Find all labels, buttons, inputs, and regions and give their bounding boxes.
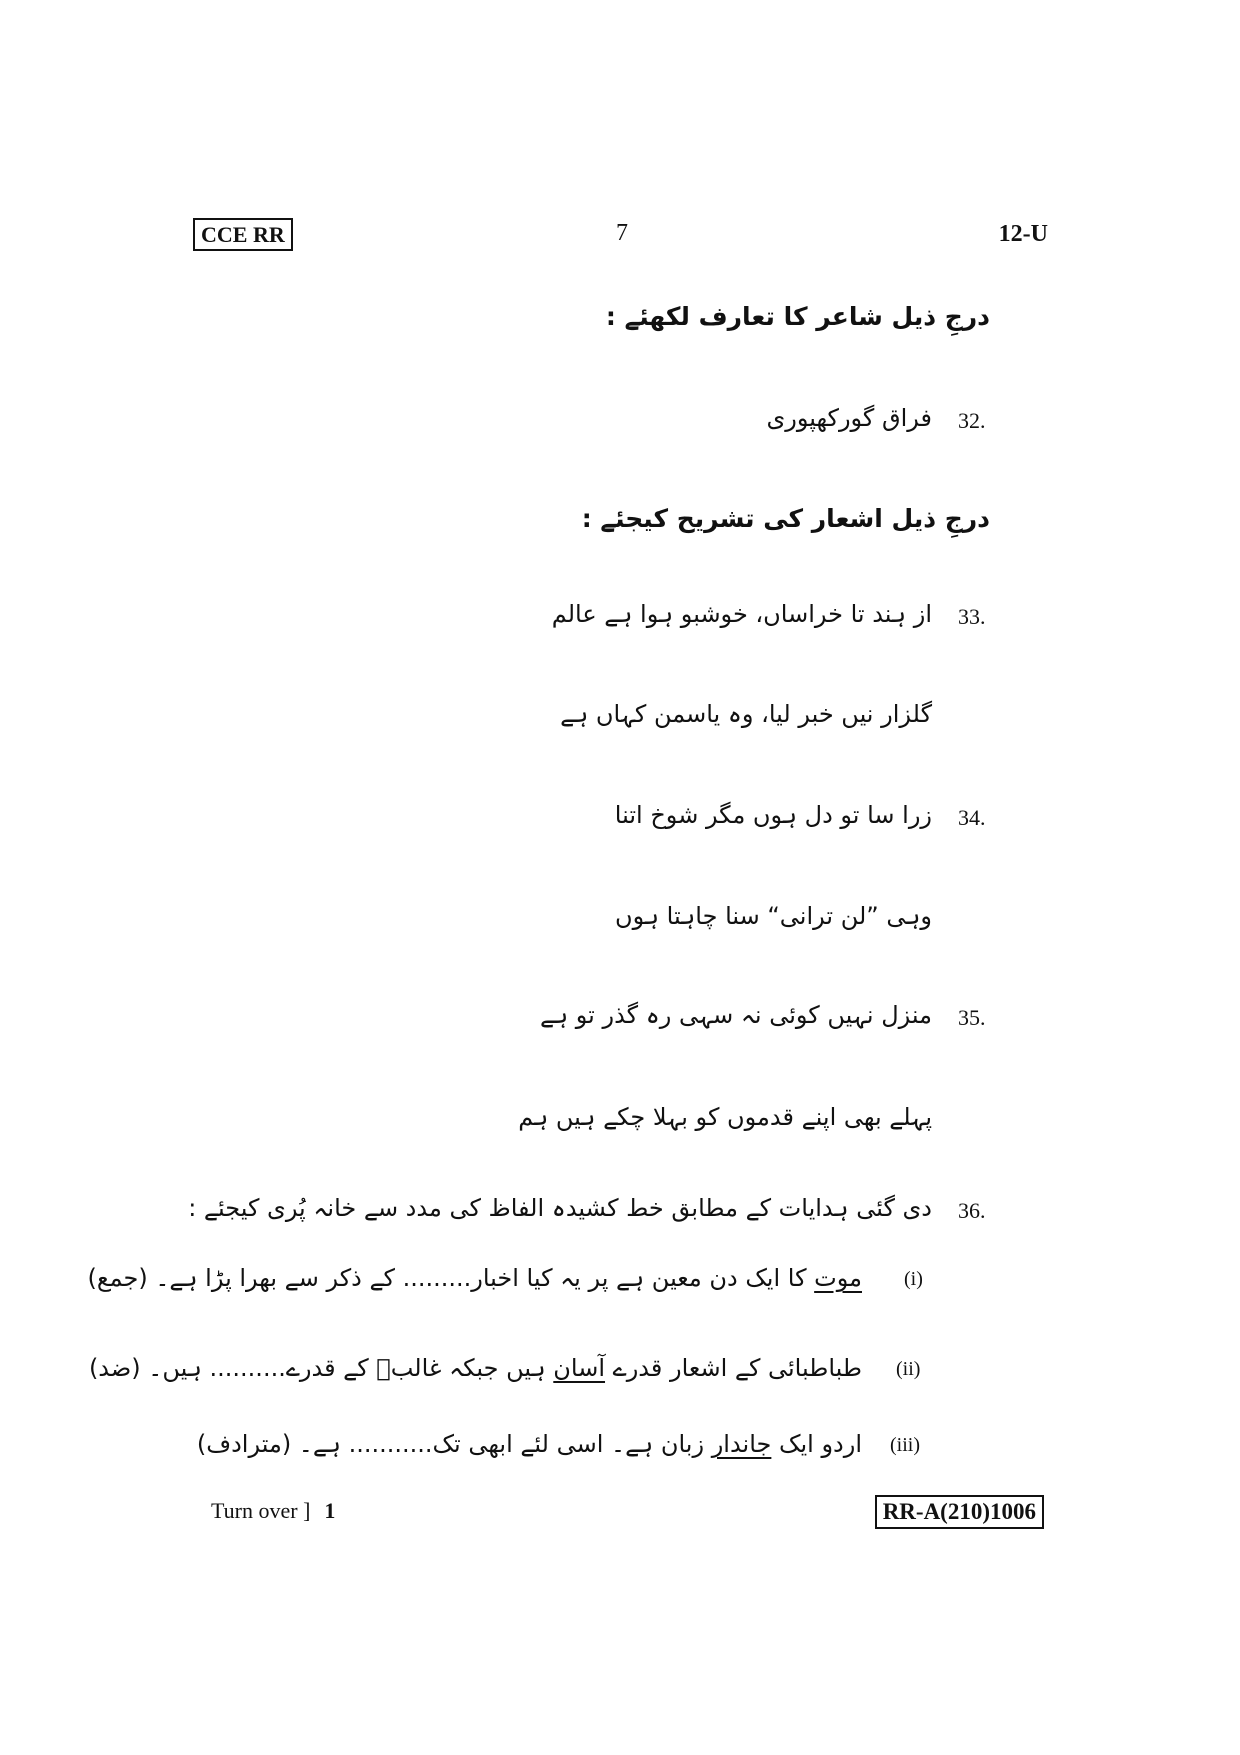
turn-over-note	[211, 1498, 335, 1524]
verse-line: از ہند تا خراساں، خوشبو ہوا ہے عالم	[551, 600, 932, 628]
verse-line: وہی ”لن ترانی“ سنا چاہتا ہوں	[614, 902, 932, 930]
page-count: 1	[324, 1498, 336, 1523]
underlined-word: جاندار	[711, 1430, 772, 1458]
subitem-label: (iii)	[890, 1434, 920, 1456]
question-text: فراق گورکھپوری	[766, 404, 932, 432]
footer-code-box: RR-A(210)1006	[875, 1495, 1044, 1529]
item-text: طباطبائی کے اشعار قدرے	[605, 1354, 862, 1382]
question-number: 32.	[958, 408, 986, 433]
verse-line: زرا سا تو دل ہوں مگر شوخ اتنا	[614, 801, 932, 829]
verse-line: گلزار نیں خبر لیا، وہ یاسمن کہاں ہے	[560, 700, 932, 728]
fill-blank-item	[197, 1430, 862, 1458]
item-text: ہیں جبکہ غالبؔ کے قدرے.......... ہیں۔ (ضد)	[88, 1354, 554, 1382]
turn-over-text: Turn over ]	[211, 1498, 311, 1523]
question-number: 34.	[958, 805, 986, 830]
page-number: 7	[616, 220, 628, 246]
paper-code: 12-U	[998, 221, 1048, 247]
subitem-label: (ii)	[896, 1358, 921, 1380]
verse-line: پہلے بھی اپنے قدموں کو بہلا چکے ہیں ہم	[518, 1103, 932, 1131]
underlined-word: آسان	[553, 1354, 606, 1382]
item-text: اردو ایک	[771, 1430, 862, 1458]
fill-blank-item	[89, 1354, 862, 1382]
underlined-word: موت	[814, 1264, 862, 1292]
section-heading-intro: درجِ ذیل شاعر کا تعارف لکھئے :	[605, 302, 990, 331]
question-text: دی گئی ہدایات کے مطابق خط کشیدہ الفاظ کی مدد سے خانہ پُری کیجئے :	[188, 1194, 932, 1222]
subitem-label: (i)	[904, 1268, 923, 1290]
item-text: کا ایک دن معین ہے پر یہ کیا اخبار......... کے ذکر سے بھرا پڑا ہے۔ (جمع)	[87, 1264, 815, 1292]
section-heading-explain: درجِ ذیل اشعار کی تشریح کیجئے :	[581, 504, 990, 533]
fill-blank-item	[88, 1264, 862, 1292]
verse-line: منزل نہیں کوئی نہ سہی رہ گذر تو ہے	[540, 1001, 932, 1029]
question-number: 35.	[958, 1005, 986, 1030]
question-number: 33.	[958, 604, 986, 629]
exam-code-box: CCE RR	[193, 218, 293, 251]
item-text: زبان ہے۔ اسی لئے ابھی تک........... ہے۔ (مترادف)	[196, 1430, 712, 1458]
question-number: 36.	[958, 1198, 986, 1223]
